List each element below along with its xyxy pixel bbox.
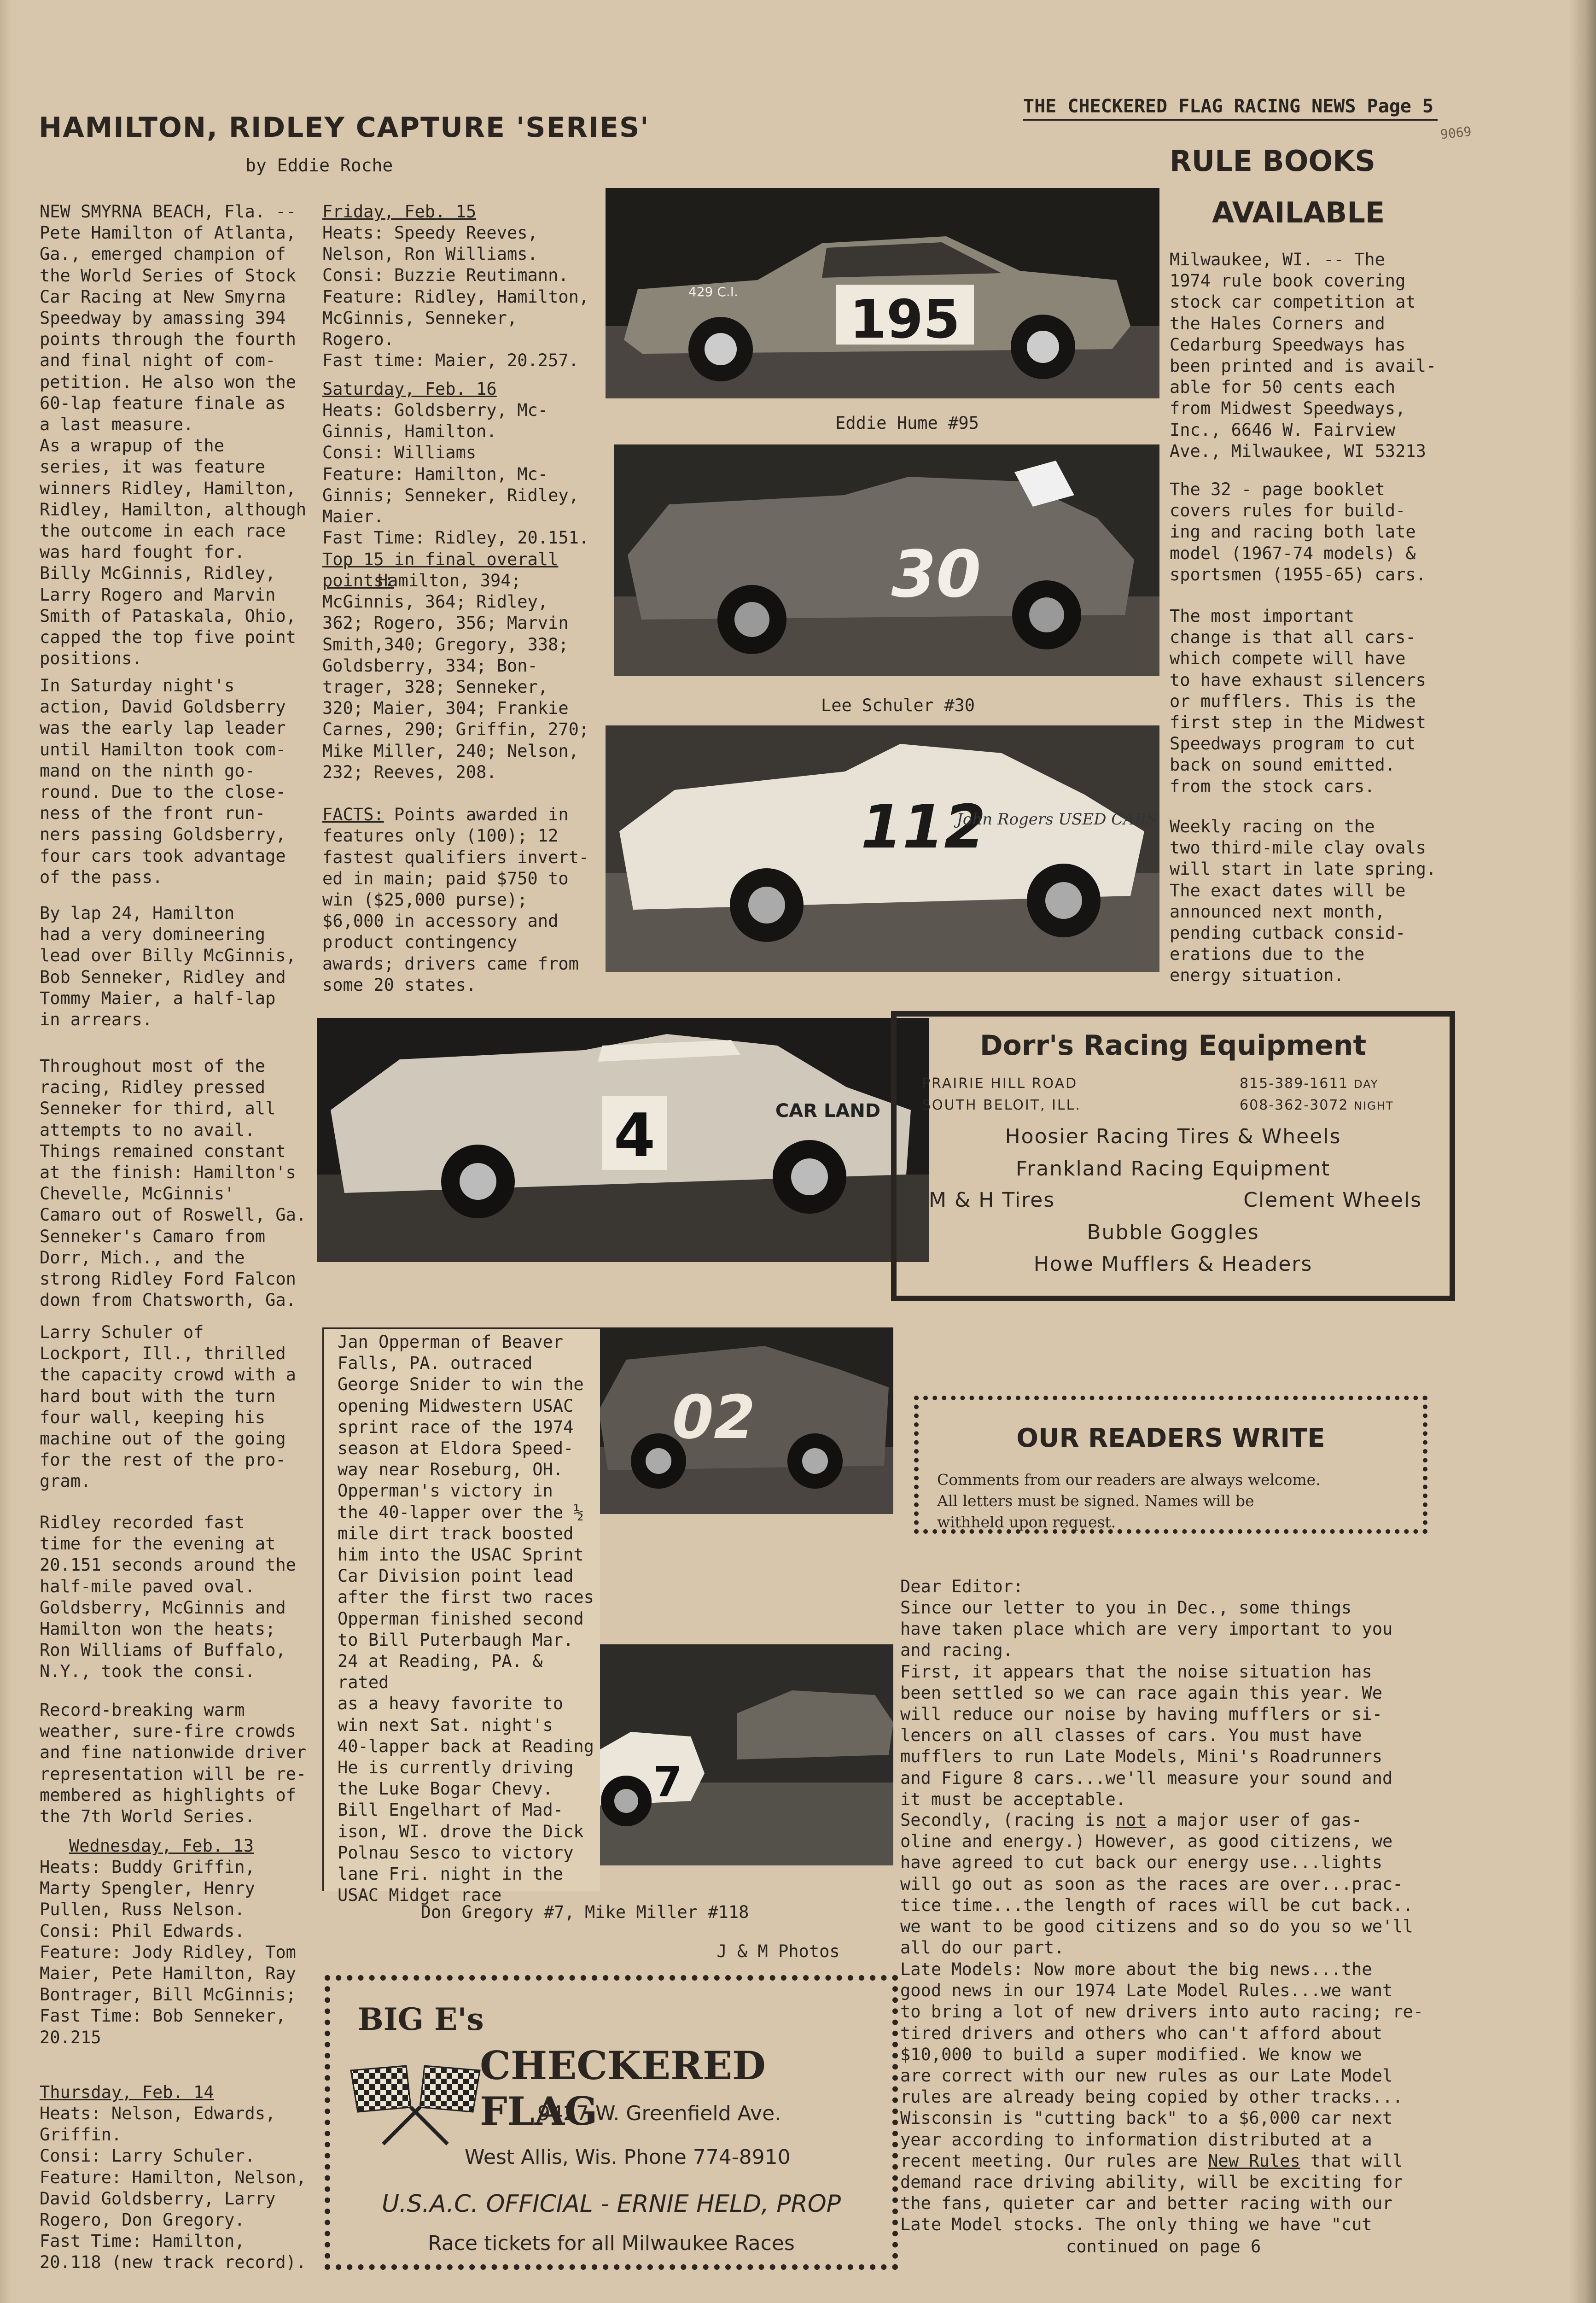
- car4-sponsor: CAR LAND: [775, 1100, 881, 1122]
- dorr-line-3b: Clement Wheels: [1243, 1188, 1422, 1212]
- car112-number: 112: [861, 792, 986, 862]
- page-edge: [1568, 0, 1596, 2303]
- bige-title: BIG E's: [358, 2001, 484, 2037]
- dorr-phone-day: [1240, 1076, 1378, 1092]
- archive-stamp: 9069: [1439, 123, 1472, 142]
- photo-car-02: [599, 1327, 893, 1514]
- dorr-phone-day-number: 815-389-1611: [1240, 1076, 1349, 1092]
- rulebooks-p3: The most important change is that all cars- which compete will have to have exhaust silencers or mufflers. This is the first step in the Midwest Speedways program to cut back on sound emitted. from the stock cars.: [1170, 606, 1426, 796]
- letter-p2-emphasis: not: [1115, 1810, 1147, 1830]
- dorr-line-4: Bubble Goggles: [1087, 1221, 1259, 1244]
- dorr-phone-night-tag: NIGHT: [1354, 1099, 1394, 1112]
- saturday-results: Heats: Goldsberry, Mc- Ginnis, Hamilton. Consi: Williams Feature: Hamilton, Mc- Ginnis; Senneker, Ridley, Maier. Fast Time: Ridley, 20.151.: [322, 400, 589, 548]
- caption-eddie-hume: Eddie Hume #95: [835, 413, 979, 433]
- letter-p3: [900, 1959, 1453, 2236]
- letter-p3-emphasis: New Rules: [1208, 2151, 1300, 2171]
- wednesday-heading: Wednesday, Feb. 13: [69, 1836, 254, 1856]
- article-col1-p2: In Saturday night's action, David Goldsberry was the early lap leader until Hamilton took com- mand on the ninth go- round. Due to the close- ness of the front run- ners passing Goldsberry, four cars took advantage of the pass.: [40, 676, 286, 887]
- masthead: [1023, 96, 1438, 121]
- opperman-story: Jan Opperman of Beaver Falls, PA. outraced George Snider to win the opening Midwestern USAC sprint race of the 1974 season at Eldora Speed- way near Roseburg, OH. Opperman's victory in the 40-lapper over the ½ mile dirt track boosted him into the USAC Sprint Car Division point lead after the first two races Opperman finished second to Bill Puterbaugh Mar. 24 at Reading, PA. & rated as a heavy favorite to win next Sat. night's 40-lapper back at Reading He is currently driving the Luke Bogar Chevy. Bill Engelhart of Mad- ison, WI. drove the Dick Polnau Sesco to victory lane Fri. night in the USAC Midget race: [338, 1332, 594, 1906]
- letter-p3-end: that will demand race driving ability, will be exciting for the fans, quieter car and better racing with our Late Model stocks. The only thing we have "cut: [900, 2151, 1403, 2235]
- article-col1-p1: NEW SMYRNA BEACH, Fla. -- Pete Hamilton of Atlanta, Ga., emerged champion of the World Series of Stock Car Racing at New Smyrna Speedway by amassing 394 points through the fourth and final night of com- petition. He also won the 60-lap feature finale as a last measure. As a wrapup of the series, it was feature winners Ridley, Hamilton, Ridley, Hamilton, although the outcome in each race was hard fought for. Billy McGinnis, Ridley, Larry Rogero and Marvin Smith of Pataskala, Ohio, capped the top five point positions.: [40, 202, 307, 669]
- dorr-line-1: Hoosier Racing Tires & Wheels: [1005, 1125, 1341, 1148]
- letter-p1: Since our letter to you in Dec., some things have taken place which are very important to you and racing. First, it appears that the noise situation has been settled so we can race again this year. We will reduce our noise by having mufflers or si- lencers on all classes of cars. You must have mufflers to run Late Models, Mini's Roadrunners and Figure 8 cars...we'll measure your sound and it must be acceptable.: [900, 1598, 1393, 1809]
- dorr-phone-night: [1240, 1097, 1393, 1113]
- readers-write-note: Comments from our readers are always welcome. All letters must be signed. Names will be withheld upon request.: [937, 1471, 1321, 1531]
- photo-eddie-hume: [606, 188, 1159, 398]
- bige-address: 9427 W. Greenfield Ave.: [537, 2102, 781, 2125]
- dorr-title: Dorr's Racing Equipment: [979, 1029, 1367, 1062]
- letter-p2: [900, 1810, 1453, 1958]
- facts-text: Points awarded in features only (100); 12 fastest qualifiers invert- ed in main; paid $750 to win ($25,000 purse); $6,000 in accessory and product contingency awards; drivers came from some 20 states.: [322, 805, 589, 995]
- letter-p2-end: a major user of gas- oline and energy.) However, as good citizens, we have agreed to cut back our energy use...lights will go out as soon as the races are over...prac- tice time...the length of races will be cut back.. we want to be good citizens and so do you so we'll all do our part.: [900, 1810, 1413, 1958]
- rulebooks-p4: Weekly racing on the two third-mile clay ovals will start in late spring. The exact dates will be announced next month, pending cutback consid- erations due to the energy situation.: [1170, 817, 1437, 986]
- readers-write-box: [914, 1396, 1427, 1534]
- rulebooks-headline-2: AVAILABLE: [1212, 196, 1385, 229]
- article-col1-p4: Throughout most of the racing, Ridley pressed Senneker for third, all attempts to no avail. Things remained constant at the finish: Hamilton's Chevelle, McGinnis' Camaro out of Roswell, Ga. Senneker's Camaro from Dorr, Mich., and the strong Ridley Ford Falcon down from Chatsworth, Ga.: [40, 1056, 307, 1310]
- friday-results: Heats: Speedy Reeves, Nelson, Ron Williams. Consi: Buzzie Reutimann. Feature: Ridley, Hamilton, McGinnis, Senneker, Rogero. Fast time: Maier, 20.257.: [322, 223, 589, 371]
- letter-p3-start: Late Models: Now more about the big news...the good news in our 1974 Late Model Rules...we want to bring a lot of new drivers into auto racing; re- tired drivers and others who can't afford about $10,000 to build a super modified. We know we are correct with our new rules as our Late Model rules are already being copied by other tracks... Wisconsin is "cutting back" to a $6,000 car next year according to information distributed at a recent meeting. Our rules are: [900, 1959, 1424, 2171]
- photo-don-gregory: [599, 1644, 893, 1865]
- dorr-line-5: Howe Mufflers & Headers: [1033, 1252, 1313, 1276]
- facts: [322, 783, 608, 996]
- bige-tickets: Race tickets for all Milwaukee Races: [428, 2232, 795, 2255]
- wednesday-results: Heats: Buddy Griffin, Marty Spengler, Henry Pullen, Russ Nelson. Consi: Phil Edwards. Feature: Jody Ridley, Tom Maier, Pete Hamilton, Ray Bontrager, Bill McGinnis; Fast Time: Bob Senneker, 20.215: [40, 1857, 296, 2047]
- bige-ad: [325, 1975, 898, 2270]
- masthead-text: THE CHECKERED FLAG RACING NEWS Page 5: [1023, 96, 1434, 117]
- dorr-line-2: Frankland Racing Equipment: [1015, 1157, 1331, 1181]
- hume-hood-lettering: 429 C.I.: [688, 284, 738, 299]
- photo-lee-schuler: [614, 444, 1159, 676]
- bige-city-phone: West Allis, Wis. Phone 774-8910: [465, 2145, 791, 2169]
- letter-salutation: Dear Editor:: [900, 1577, 1024, 1596]
- car02-number: 02: [672, 1382, 756, 1452]
- page-shadow: [0, 0, 12, 2303]
- article-col1-p6: Ridley recorded fast time for the evening at 20.151 seconds around the half-mile paved oval. Goldsberry, McGinnis and Hamilton won the heats; Ron Williams of Buffalo, N.Y., took the consi.: [40, 1513, 296, 1682]
- opperman-box: [322, 1327, 600, 1906]
- readers-write-title: OUR READERS WRITE: [1016, 1423, 1325, 1453]
- car112-sponsor: John Rogers USED CARS: [956, 810, 1157, 829]
- article-col1-p5: Larry Schuler of Lockport, Ill., thrilled the capacity crowd with a hard bout with the turn four wall, keeping his machine out of the going for the rest of the pro- gram.: [40, 1322, 296, 1491]
- dorr-address-2: SOUTH BELOIT, ILL.: [922, 1097, 1081, 1113]
- thursday-results: Heats: Nelson, Edwards, Griffin. Consi: Larry Schuler. Feature: Hamilton, Nelson, David Goldsberry, Larry Rogero, Don Gregory. Fast Time: Hamilton, 20.118 (new track record).: [40, 2104, 307, 2273]
- photo-car-4: [317, 1018, 929, 1262]
- rulebooks-p2: The 32 - page booklet covers rules for build- ing and racing both late model (1967-74 models) & sportsmen (1955-65) cars.: [1170, 479, 1426, 585]
- top15-results: Hamilton, 394; McGinnis, 364; Ridley, 362; Rogero, 356; Marvin Smith,340; Gregory, 338; Goldsberry, 334; Bon- trager, 328; Senneker, 320; Maier, 304; Frankie Carnes, 290; Griffin, 270; Mike Miller, 240; Nelson, 232; Reeves, 208.: [322, 571, 589, 782]
- letter-p2-start: Secondly, (racing is: [900, 1810, 1116, 1830]
- top15-heading: Top 15 in final overall points:: [322, 549, 559, 591]
- article-headline: HAMILTON, RIDLEY CAPTURE 'SERIES': [39, 111, 650, 144]
- caption-don-gregory: Don Gregory #7, Mike Miller #118: [420, 1902, 749, 1922]
- rulebooks-headline-1: RULE BOOKS: [1170, 144, 1375, 178]
- photo-car-112: [606, 725, 1159, 972]
- dorr-phone-night-number: 608-362-3072: [1240, 1097, 1349, 1113]
- schuler-car-number: 30: [891, 537, 981, 612]
- article-byline: by Eddie Roche: [245, 155, 393, 175]
- photo-credit: J & M Photos: [716, 1941, 840, 1961]
- thursday-heading: Thursday, Feb. 14: [40, 2082, 214, 2102]
- dorr-ad: [891, 1011, 1455, 1301]
- car7-number: 7: [653, 1758, 682, 1806]
- facts-label: FACTS:: [322, 805, 384, 825]
- letter-continued: continued on page 6: [1066, 2237, 1261, 2256]
- checkered-flags-icon: [342, 2057, 494, 2149]
- caption-lee-schuler: Lee Schuler #30: [821, 696, 975, 715]
- car4-number: 4: [613, 1100, 656, 1170]
- bige-official: U.S.A.C. OFFICIAL - ERNIE HELD, PROP: [381, 2190, 841, 2218]
- hume-car-number: 195: [849, 289, 961, 351]
- dorr-line-3a: M & H Tires: [929, 1188, 1055, 1212]
- dorr-address-1: PRAIRIE HILL ROAD: [922, 1076, 1078, 1092]
- bige-name: CHECKERED FLAG: [480, 2043, 766, 2134]
- article-col1-p7: Record-breaking warm weather, sure-fire crowds and fine nationwide driver representation will be re- membered as highlights of the 7th World Series.: [40, 1700, 307, 1827]
- saturday-heading: Saturday, Feb. 16: [322, 379, 497, 399]
- rulebooks-p1: Milwaukee, WI. -- The 1974 rule book covering stock car competition at the Hales Corners and Cedarburg Speedways has been printed and is avail- able for 50 cents each from Midwest Speedways, Inc., 6646 W. Fairview Ave., Milwaukee, WI 53213: [1170, 250, 1437, 461]
- friday-heading: Friday, Feb. 15: [322, 202, 477, 222]
- article-col1-p3: By lap 24, Hamilton had a very domineering lead over Billy McGinnis, Bob Senneker, Ridley and Tommy Maier, a half-lap in arrears.: [40, 903, 296, 1030]
- dorr-phone-day-tag: DAY: [1354, 1078, 1379, 1091]
